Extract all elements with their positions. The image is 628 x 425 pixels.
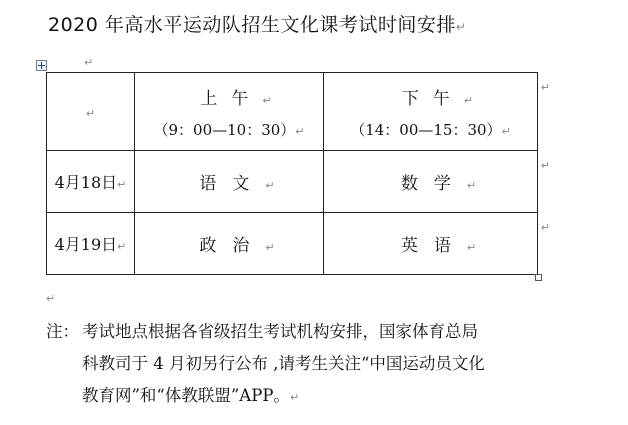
note-line: 科教司于 4 月初另行公布 ,请考生关注“中国运动员文化 bbox=[82, 354, 485, 373]
subject-cell-am: 政治↵ bbox=[135, 213, 324, 275]
subject-cell-pm: 数学↵ ↵ bbox=[324, 151, 538, 213]
table-resize-handle[interactable] bbox=[535, 274, 542, 281]
session-header-am: 上午↵ （9：00—10：30）↵ bbox=[135, 73, 324, 151]
session-header-pm: 下午↵ （14：00—15：30）↵ ↵ bbox=[324, 73, 538, 151]
subject-cell-am: 语文↵ bbox=[135, 151, 324, 213]
subject-cell-pm: 英语↵ ↵ bbox=[324, 213, 538, 275]
exam-note bbox=[46, 316, 566, 414]
paragraph-mark: ↵ bbox=[455, 20, 467, 34]
row-end-mark: ↵ bbox=[540, 81, 550, 94]
table-corner-cell: ↵ bbox=[47, 73, 135, 151]
row-end-mark: ↵ bbox=[540, 159, 550, 172]
date-cell: 4月18日↵ bbox=[47, 151, 135, 213]
document-title: 2020 年高水平运动队招生文化课考试时间安排↵ bbox=[48, 14, 467, 36]
note-line-last: 教育网”和“体教联盟”APP。↵ bbox=[82, 386, 300, 405]
table-row bbox=[47, 213, 538, 275]
table-move-handle-icon[interactable] bbox=[36, 60, 47, 71]
paragraph-mark: ↵ bbox=[84, 56, 94, 69]
note-line: 考试地点根据各省级招生考试机构安排，国家体育总局 bbox=[82, 322, 478, 341]
exam-schedule-table bbox=[46, 72, 550, 275]
date-cell: 4月19日↵ bbox=[47, 213, 135, 275]
table-header-row bbox=[47, 73, 538, 151]
table-row bbox=[47, 151, 538, 213]
note-prefix: 注： bbox=[46, 322, 79, 341]
row-end-mark: ↵ bbox=[540, 221, 550, 234]
paragraph-mark: ↵ bbox=[46, 292, 56, 305]
